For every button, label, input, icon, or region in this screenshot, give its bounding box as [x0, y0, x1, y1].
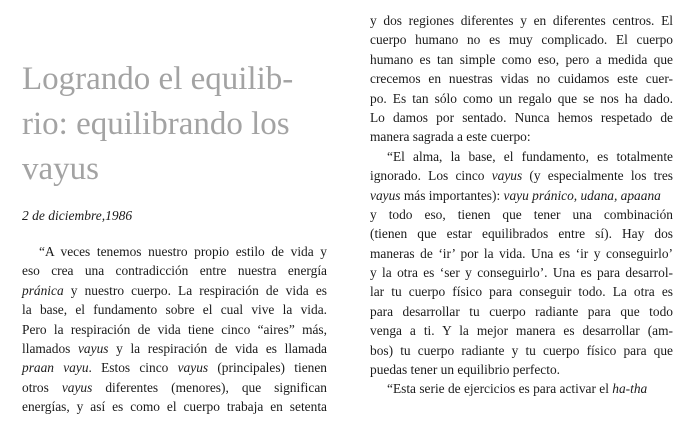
text-line: pránica y nuestro cuerpo. La respiración de vida es [22, 282, 327, 298]
text-line: cuerpo humano no es muy complicado. El cuerpo [370, 32, 673, 48]
text-line: venga a ti. Y la mejor manera es desarrollar (am- [370, 323, 673, 339]
chapter-title [22, 57, 342, 192]
chapter-title-line: vayus [22, 151, 99, 187]
text-line: la base, el fundamento sobre el cual vive la vida. [22, 302, 327, 318]
chapter-title-line: Logrando el equilib- [22, 61, 294, 97]
text-line: praan vayu. Estos cinco vayus (principales) tienen [22, 360, 327, 376]
text-line: crecemos en nuestras vidas no cuidamos este cuer- [370, 71, 673, 87]
text-line: puedas tener un equilibrio perfecto. [370, 362, 560, 378]
text-line: eso crea una contradicción entre nuestra energía [22, 263, 327, 279]
text-line: lar tu cuerpo físico para conseguir todo. La otra es [370, 284, 673, 300]
text-line: (tienen que estar equilibrados entre sí). Hay dos [370, 226, 673, 242]
left-column-text [22, 242, 327, 417]
text-line: Lo damos por sentado. Nunca hemos respetado de [370, 109, 673, 125]
right-column-text [370, 11, 673, 399]
text-line: Pero la respiración de vida tiene cinco “aires” más, [22, 321, 327, 337]
text-line: y dos regiones diferentes y en diferentes centros. El [370, 13, 673, 28]
text-line: bos) tu cuerpo radiante y tu cuerpo físico para que [370, 342, 673, 358]
text-line: ignorado. Los cinco vayus (y especialmente los tres [370, 168, 673, 184]
text-line: energías, y así es como el cuerpo trabaja en setenta [22, 399, 327, 415]
text-line: llamados vayus y la respiración de vida es llamada [22, 340, 327, 356]
text-line: po. Es tan sólo como un regalo que se nos ha dado. [370, 90, 673, 106]
text-line: otros vayus diferentes (menores), que significan [22, 379, 327, 395]
text-line: “A veces tenemos nuestro propio estilo de vida y [39, 244, 327, 259]
text-line: y todo eso, tienen que tener una combinación [370, 206, 673, 222]
chapter-title-line: rio: equilibrando los [22, 106, 290, 142]
chapter-date: 2 de diciembre,1986 [22, 208, 133, 223]
text-line: y la otra es ‘ser y conseguirlo’. Una es para desarrol- [370, 265, 673, 281]
text-line: vayus más importantes): vayu pránico, udana, apaana [370, 187, 661, 203]
text-line: para desarrollar tu cuerpo radiante para que todo [370, 303, 673, 319]
text-line: humano es tan simple como eso, pero a medida que [370, 51, 673, 67]
text-line: manera sagrada a este cuerpo: [370, 129, 531, 145]
text-line: maneras de ‘ir’ por la vida. Una es ‘ir y conseguirlo’ [370, 245, 673, 261]
text-line: “El alma, la base, el fundamento, es totalmente [387, 148, 673, 164]
text-line: “Esta serie de ejercicios es para activar el ha-tha [387, 381, 648, 397]
